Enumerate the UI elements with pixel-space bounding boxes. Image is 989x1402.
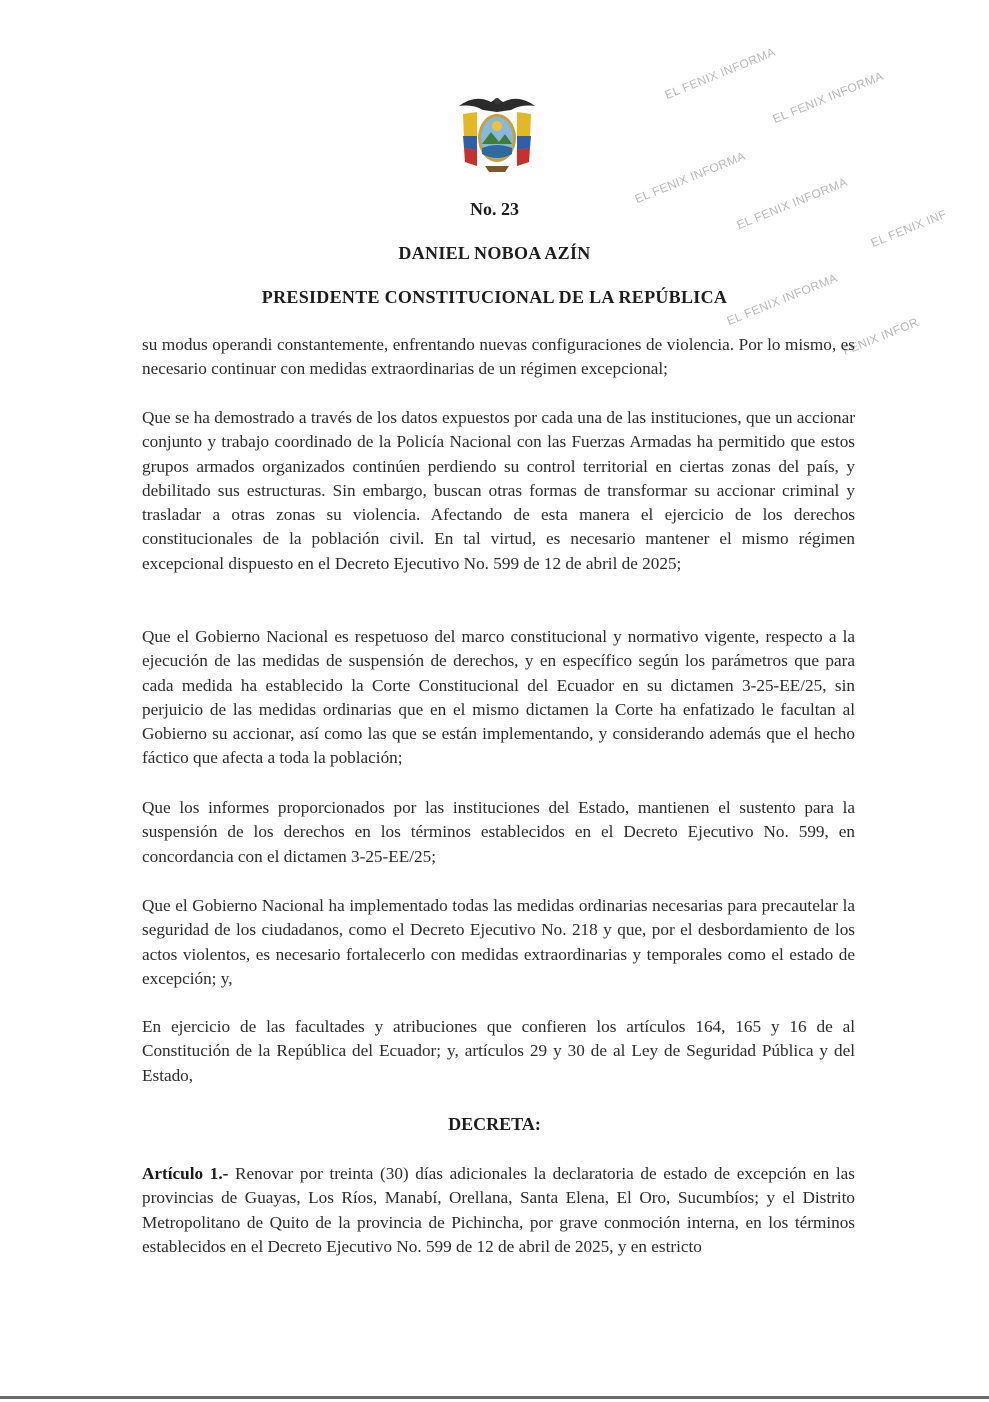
president-title: PRESIDENTE CONSTITUCIONAL DE LA REPÚBLICA (261, 287, 728, 307)
article-1-paragraph (142, 1162, 855, 1259)
body-paragraph: su modus operandi constantemente, enfrentando nuevas configuraciones de violencia. Por lo mismo, es necesario continuar con medidas extraordinarias de un régimen excepcional; (142, 335, 855, 379)
body-paragraph: En ejercicio de las facultades y atribuciones que confieren los artículos 164, 165 y 16 de al Constitución de la República del Ecuador; y, artículos 29 y 30 de al Ley de Seguridad Pública y del Estado, (142, 1017, 855, 1085)
body-paragraph: Que se ha demostrado a través de los datos expuestos por cada una de las instituciones, que un accionar conjunto y trabajo coordinado de la Policía Nacional con las Fuerzas Armadas ha permitido que estos grupos armados organizados continúen perdiendo su control territorial en ciertas zonas del país, y debilitado sus estructuras. Sin embargo, buscan otras formas de transformar su accionar criminal y trasladar a otras zonas su violencia. Afectando de esta manera el ejercicio de los derechos constitucionales de la población civil. En tal virtud, es necesario mantener el mismo régimen excepcional dispuesto en el Decreto Ejecutivo No. 599 de 12 de abril de 2025; (142, 408, 855, 573)
article-1-label: Artículo 1.- (142, 1164, 229, 1183)
body-paragraph: Que los informes proporcionados por las instituciones del Estado, mantienen el sustento para la suspensión de los derechos en los términos establecidos en el Decreto Ejecutivo No. 599, en concordancia con el dictamen 3-25-EE/25; (142, 798, 855, 866)
body-paragraph: Que el Gobierno Nacional ha implementado todas las medidas ordinarias necesarias para precautelar la seguridad de los ciudadanos, como el Decreto Ejecutivo No. 218 y que, por el desbordamiento de los actos violentos, es necesario fortalecerlo con medidas extraordinarias y temporales como el estado de excepción; y, (142, 896, 855, 988)
watermark-text: EL FENIX INFORMA (632, 148, 748, 206)
page-bottom-edge (0, 1396, 989, 1399)
decree-number: No. 23 (470, 199, 519, 219)
coat-of-arms-icon (455, 92, 539, 174)
article-1-text: Renovar por treinta (30) días adicionales la declaratoria de estado de excepción en las provincias de Guayas, Los Ríos, Manabí, Orellana, Santa Elena, El Oro, Sucumbíos; y el Distrito Metropolitano de Quito de la provincia de Pichincha, por grave conmoción interna, en los términos establecidos en el Decreto Ejecutivo No. 599 de 12 de abril de 2025, y en estricto (142, 1164, 855, 1256)
body-paragraph: Que el Gobierno Nacional es respetuoso del marco constitucional y normativo vigente, respecto a la ejecución de las medidas de suspensión de derechos, y en específico según los parámetros que para cada medida ha establecido la Corte Constitucional del Ecuador en su dictamen 3-25-EE/25, sin perjuicio de las medidas ordinarias que en el mismo dictamen la Corte ha enfatizado le facultan al Gobierno su accionar, así como las que se están implementando, y considerando además que el hecho fáctico que afecta a toda la población; (142, 627, 855, 768)
president-name: DANIEL NOBOA AZÍN (398, 243, 591, 263)
decreta-heading: DECRETA: (448, 1114, 541, 1134)
watermark-text: EL FENIX INFORMA (770, 68, 886, 126)
watermark-text: EL FENIX INFORMA (734, 174, 850, 232)
watermark-text: FENIX INFOR (840, 314, 921, 358)
watermark-text: EL FENIX INFORMA (662, 44, 778, 102)
watermark-text: EL FENIX INF (868, 206, 949, 250)
watermark-text: EL FENIX INFORMA (724, 270, 840, 328)
